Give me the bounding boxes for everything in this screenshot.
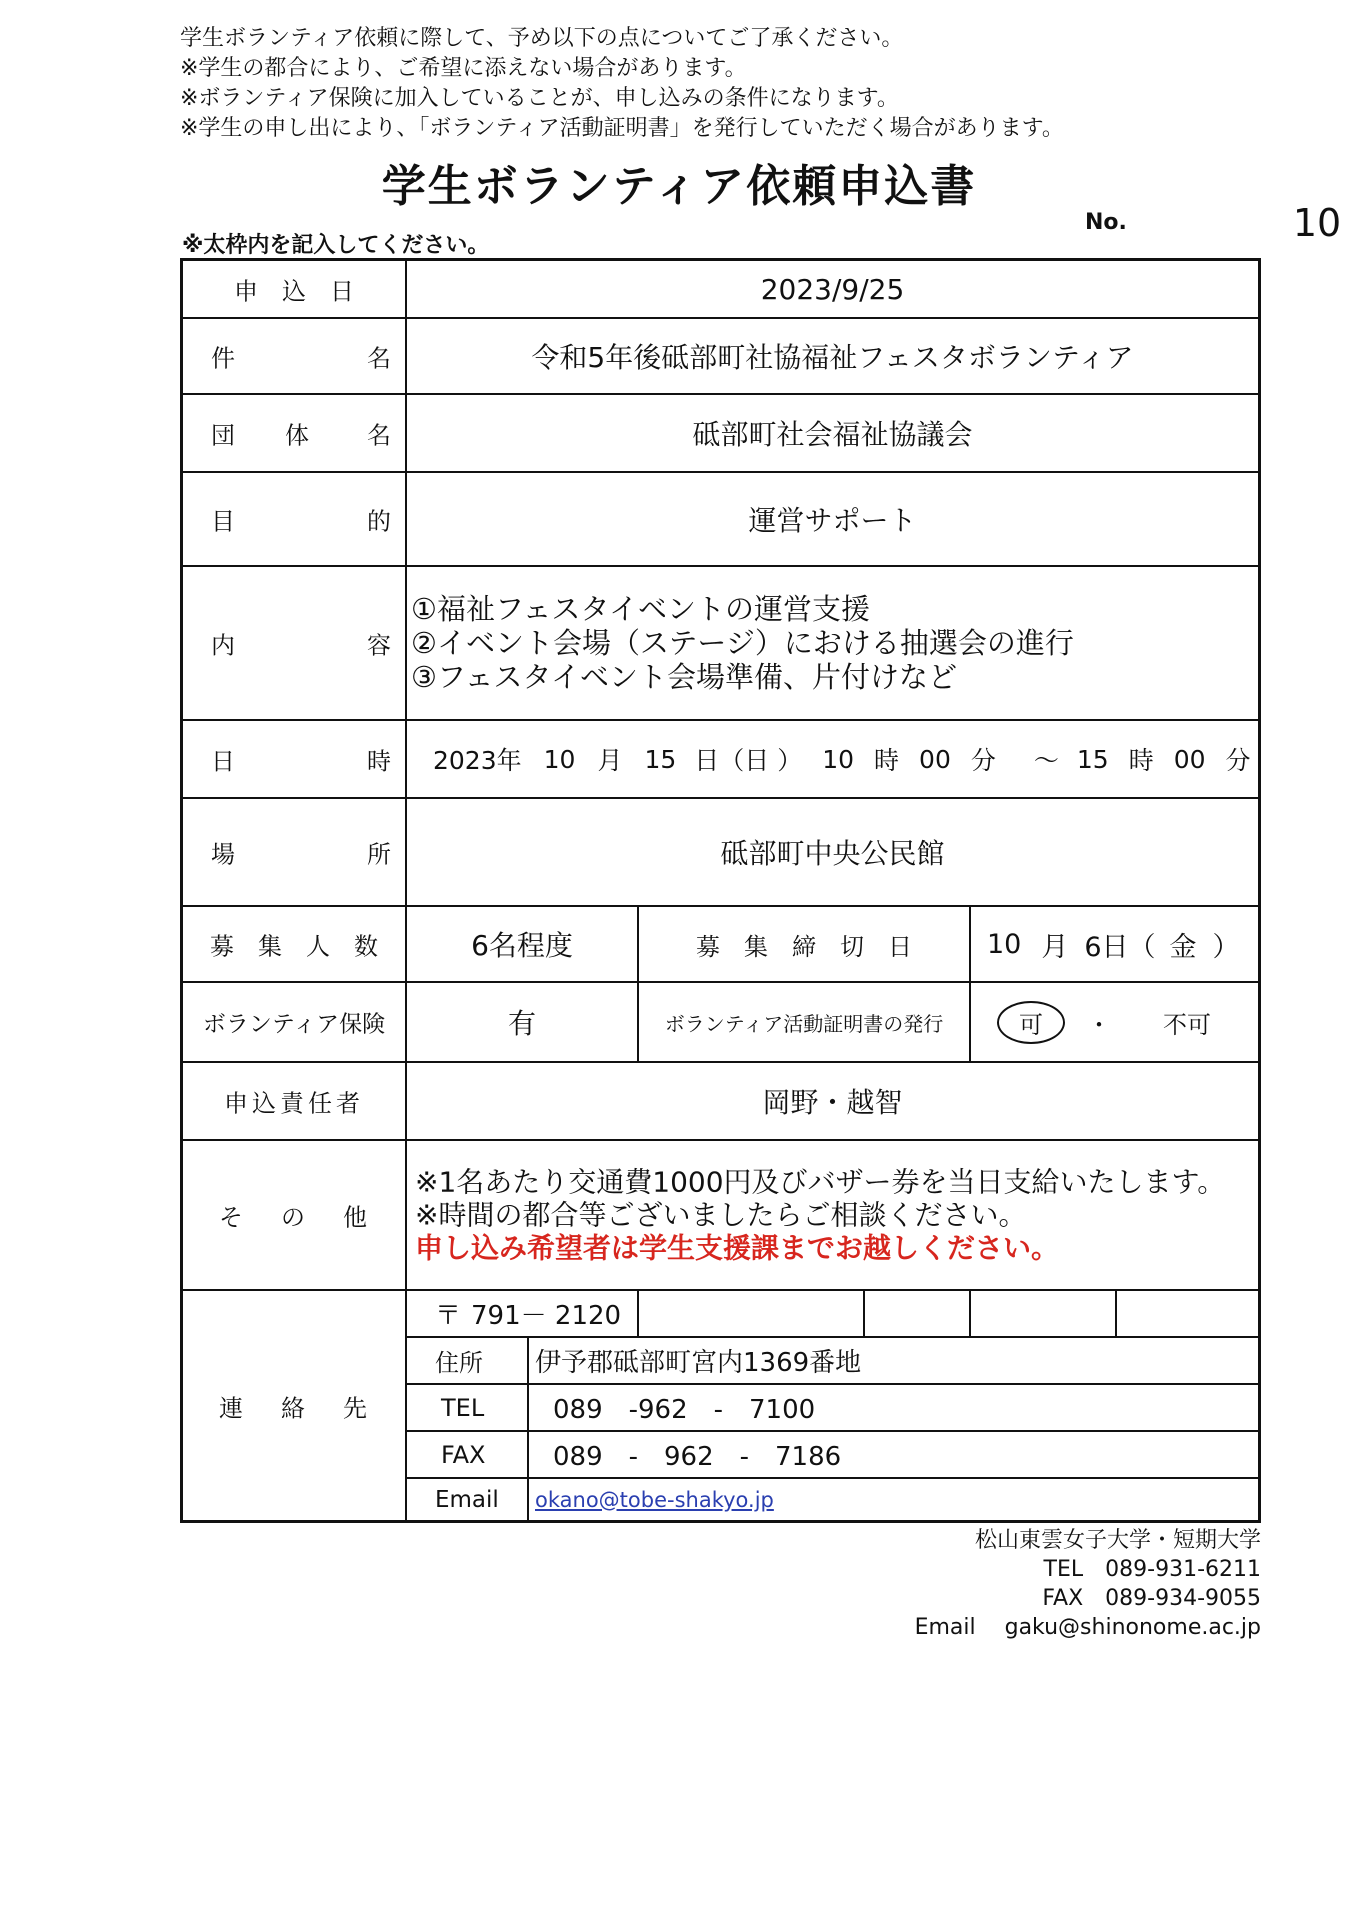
address-label: 住所 [435, 1349, 483, 1377]
fax-row [407, 1432, 1258, 1479]
row-place [183, 799, 1258, 907]
insurance-value[interactable]: 有 [507, 1007, 536, 1040]
fax-value[interactable]: 089 - 962 - 7186 [527, 1432, 1258, 1477]
fill-instruction: ※太枠内を記入してください。 [182, 233, 490, 258]
event-year: 2023年 [433, 746, 522, 775]
application-form [180, 258, 1261, 1523]
fax-label: FAX [441, 1440, 486, 1469]
postal-mark: 〒 [435, 1301, 462, 1331]
end-hour: 15 [1076, 744, 1109, 774]
postal-row [407, 1291, 1258, 1338]
datetime-label: 日 [211, 747, 235, 776]
subject-label: 件 [211, 344, 235, 373]
certificate-option-no[interactable]: 不可 [1163, 1010, 1211, 1039]
row-insurance [183, 983, 1258, 1063]
contact-label: 連 [219, 1394, 243, 1422]
start-hour: 10 [822, 744, 855, 774]
end-minute: 00 [1173, 744, 1206, 774]
deadline-label: 募 集 締 切 日 [637, 907, 969, 981]
postal-code-value: 791－ 2120 [471, 1301, 622, 1331]
other-notes[interactable] [415, 1166, 1248, 1265]
certificate-options [969, 983, 1258, 1061]
footer-tel: TEL 089-931-6211 [1043, 1557, 1261, 1582]
postal-code[interactable] [435, 1291, 645, 1336]
row-subject [183, 319, 1258, 395]
recruit-count-value[interactable]: 6名程度 [471, 929, 573, 962]
place-label: 所 [367, 840, 391, 869]
other-label: 他 [343, 1203, 367, 1232]
document-number-label: No. [1085, 210, 1127, 235]
start-minute: 00 [919, 744, 951, 774]
tel-label: TEL [441, 1393, 485, 1422]
content-label: 容 [367, 631, 391, 660]
email-cell [527, 1479, 1258, 1520]
postal-blank-cell[interactable] [863, 1291, 969, 1336]
email-label: Email [435, 1486, 499, 1513]
footer-fax: FAX 089-934-9055 [1042, 1586, 1261, 1611]
deadline-day: 6日（ [1084, 931, 1156, 963]
close-paren: ） [1212, 931, 1240, 963]
purpose-label: 的 [367, 507, 391, 536]
other-note: ※時間の都合等ございましたらご相談ください。 [415, 1198, 1027, 1232]
footer-email: Email gaku@shinonome.ac.jp [914, 1615, 1261, 1640]
page-title: 学生ボランティア依頼申込書 [381, 161, 977, 212]
subject-value[interactable]: 令和5年後砥部町社協福祉フェスタボランティア [531, 341, 1134, 374]
organization-label: 団 [211, 421, 235, 450]
purpose-value[interactable]: 運営サポート [748, 504, 917, 537]
insurance-label: ボランティア保険 [202, 1011, 386, 1038]
notice-line: ※学生の申し出により、「ボランティア活動証明書」を発行していただく場合があります。 [180, 116, 1064, 141]
postal-blank-cell[interactable] [1115, 1291, 1258, 1336]
email-link[interactable]: okano@tobe-shakyo.jp [535, 1487, 774, 1512]
other-label: の [281, 1203, 305, 1232]
application-date-value[interactable]: 2023/9/25 [760, 272, 905, 306]
document-number: No. 10 [1085, 200, 1342, 245]
row-recruit [183, 907, 1258, 983]
day-unit: 日（日 ） [694, 746, 803, 775]
content-item: ②イベント会場（ステージ）における抽選会の進行 [411, 626, 1074, 660]
tel-row [407, 1385, 1258, 1432]
certificate-option-yes[interactable]: 可 [997, 1001, 1065, 1044]
notice-line: 学生ボランティア依頼に際して、予め以下の点についてご了承ください。 [180, 26, 904, 51]
responsible-label: 申込責任者 [224, 1089, 364, 1118]
application-date-label: 申 込 日 [234, 277, 354, 306]
recruit-count-label: 募 集 人 数 [210, 932, 378, 961]
responsible-value[interactable]: 岡野・越智 [762, 1086, 903, 1119]
place-label: 場 [211, 840, 235, 869]
event-day: 15 [644, 744, 677, 774]
month-unit: 月 [597, 746, 623, 775]
content-item: ③フェスタイベント会場準備、片付けなど [411, 660, 957, 694]
row-contact [183, 1291, 1258, 1520]
event-month: 10 [543, 744, 576, 774]
minute-unit: 分 [970, 746, 996, 775]
row-responsible [183, 1063, 1258, 1141]
hour-unit: 時 [1128, 746, 1154, 775]
contact-label: 先 [343, 1394, 367, 1422]
footer-school: 松山東雲女子大学・短期大学 [974, 1528, 1261, 1553]
postal-blank-cell[interactable] [969, 1291, 1115, 1336]
address-value[interactable]: 伊予郡砥部町宮内1369番地 [527, 1338, 1258, 1383]
row-other [183, 1141, 1258, 1291]
postal-blank-cell[interactable] [637, 1291, 863, 1336]
range-tilde: ～ [1033, 746, 1059, 775]
deadline-value[interactable] [969, 907, 1258, 981]
other-note-emphasis: 申し込み希望者は学生支援課までお越しください。 [415, 1231, 1060, 1265]
notice-line: ※ボランティア保険に加入していることが、申し込みの条件になります。 [180, 86, 899, 111]
content-item: ①福祉フェスタイベントの運営支援 [411, 592, 870, 626]
organization-label: 名 [367, 421, 391, 450]
subject-label: 名 [367, 344, 391, 373]
notice-line: ※学生の都合により、ご希望に添えない場合があります。 [180, 56, 747, 81]
other-note: ※1名あたり交通費1000円及びバザー券を当日支給いたします。 [415, 1165, 1226, 1199]
place-value[interactable]: 砥部町中央公民館 [720, 837, 945, 870]
address-row [407, 1338, 1258, 1385]
contact-label: 絡 [281, 1394, 305, 1422]
notice-block [180, 24, 1064, 144]
purpose-label: 目 [211, 507, 235, 536]
option-separator: ・ [1087, 1010, 1111, 1039]
organization-label: 体 [285, 421, 309, 450]
organization-value[interactable]: 砥部町社会福祉協議会 [692, 418, 973, 451]
row-content [183, 567, 1258, 721]
deadline-weekday: 金 [1169, 931, 1197, 963]
datetime-label: 時 [367, 747, 391, 776]
hour-unit: 時 [874, 746, 900, 775]
datetime-value[interactable] [407, 721, 1258, 797]
tel-value[interactable]: 089 -962 - 7100 [527, 1385, 1258, 1430]
content-label: 内 [211, 631, 235, 660]
other-label: そ [219, 1203, 243, 1232]
footer-contact [820, 1526, 1261, 1642]
row-application-date [183, 261, 1258, 319]
row-datetime [183, 721, 1258, 799]
month-unit: 月 [1041, 931, 1069, 963]
certificate-label: ボランティア活動証明書の発行 [637, 983, 969, 1061]
row-organization [183, 395, 1258, 473]
content-list[interactable] [411, 592, 1248, 694]
row-purpose [183, 473, 1258, 567]
minute-unit: 分 [1225, 746, 1251, 775]
deadline-month: 10 [987, 928, 1022, 960]
email-row [407, 1479, 1258, 1520]
